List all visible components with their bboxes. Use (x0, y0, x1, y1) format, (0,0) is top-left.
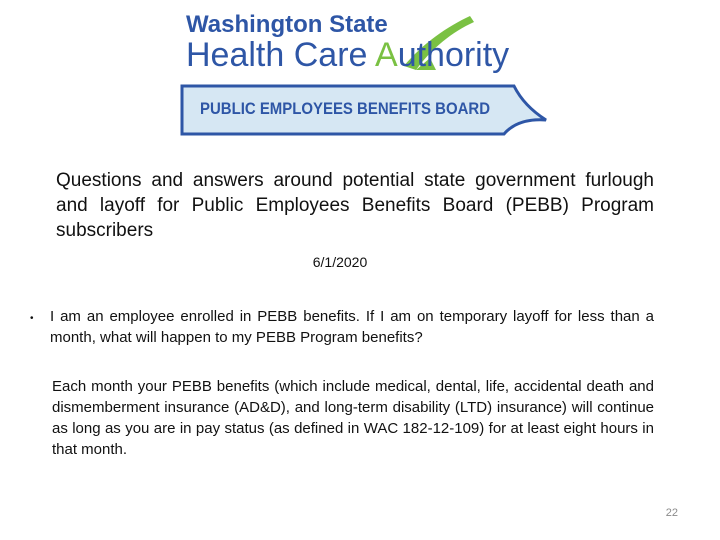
question-text: I am an employee enrolled in PEBB benefits. If I am on temporary layoff for less than a month, what will happen to my PEBB Program benefits? (50, 308, 654, 346)
logo-line2-prefix: Health Care (186, 36, 375, 74)
bullet-icon: • (30, 313, 34, 324)
page-number: 22 (665, 507, 678, 519)
logo-banner-text: PUBLIC EMPLOYEES BENEFITS BOARD (200, 99, 490, 118)
slide-title: Questions and answers around potential state government furlough and layoff for Public Employees Benefits Board (PEBB) Program subscribers (56, 170, 654, 241)
answer-text: Each month your PEBB benefits (which include medical, dental, life, accidental death and dismemberment insurance (AD&D), and long-term disability (LTD) insurance) will continue as long as you are in pay status (as defined in WAC 182-12-109) for at least eight hours in that month. (52, 378, 654, 458)
document-date: 6/1/2020 (312, 254, 368, 270)
logo-line2 (186, 36, 509, 74)
logo-line1: Washington State (186, 11, 388, 38)
logo-a-letter: A (375, 36, 398, 74)
logo-line2-suffix: uthority (397, 36, 510, 74)
hca-pebb-logo (178, 8, 550, 142)
